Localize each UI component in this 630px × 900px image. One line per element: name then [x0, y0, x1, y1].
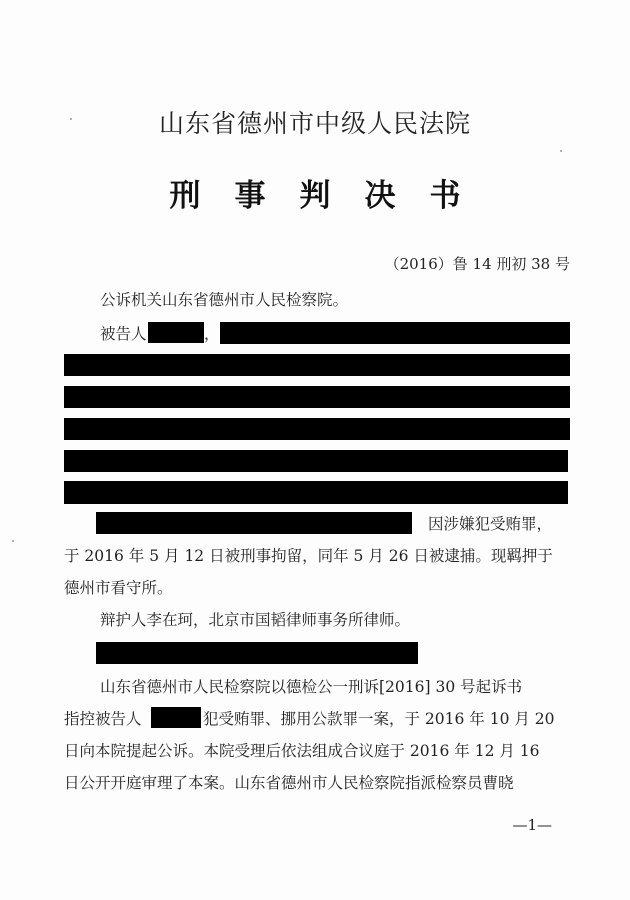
redacted-line [96, 642, 418, 664]
redacted-line [64, 450, 568, 472]
redacted-line [64, 354, 570, 376]
redacted-line [64, 418, 570, 440]
detention-line: 于 2016 年 5 月 12 日被刑事拘留，同年 5 月 26 日被逮捕。现羁押于 [64, 547, 553, 565]
scan-speck [12, 540, 14, 542]
redacted-line [96, 512, 412, 534]
document-title: 刑事判决书 [169, 178, 495, 214]
indictment-line-2-prefix: 指控被告人 [64, 710, 142, 728]
scan-speck [70, 118, 72, 120]
redacted-line [64, 386, 570, 408]
redacted-defendant-name [148, 322, 204, 343]
scan-speck [560, 150, 562, 152]
prosecutor-line: 公诉机关山东省德州市人民检察院。 [100, 291, 349, 309]
detention-suffix: 因涉嫌犯受贿罪， [428, 515, 553, 533]
indictment-line-1: 山东省德州市人民检察院以德检公一刑诉[2016] 30 号起诉书 [100, 678, 523, 696]
redacted-defendant-info [220, 322, 570, 344]
defendant-comma: ， [204, 325, 220, 343]
redacted-line [64, 481, 568, 504]
court-name: 山东省德州市中级人民法院 [158, 109, 471, 138]
redacted-defendant-name [151, 707, 201, 728]
indictment-line-4: 日公开开庭审理了本案。山东省德州市人民检察院指派检察员曹晓 [64, 774, 514, 792]
detention-place: 德州市看守所。 [64, 579, 173, 597]
indictment-line-3: 日向本院提起公诉。本院受理后依法组成合议庭于 2016 年 12 月 16 [64, 742, 540, 760]
defendant-label: 被告人 [100, 325, 147, 343]
indictment-line-2-suffix: 犯受贿罪、挪用公款罪一案，于 2016 年 10 月 20 [203, 710, 555, 728]
case-number: （2016）鲁 14 刑初 38 号 [384, 255, 570, 273]
defense-counsel-line: 辩护人李在珂，北京市国韬律师事务所律师。 [100, 611, 411, 629]
page-number: —1— [512, 816, 552, 834]
